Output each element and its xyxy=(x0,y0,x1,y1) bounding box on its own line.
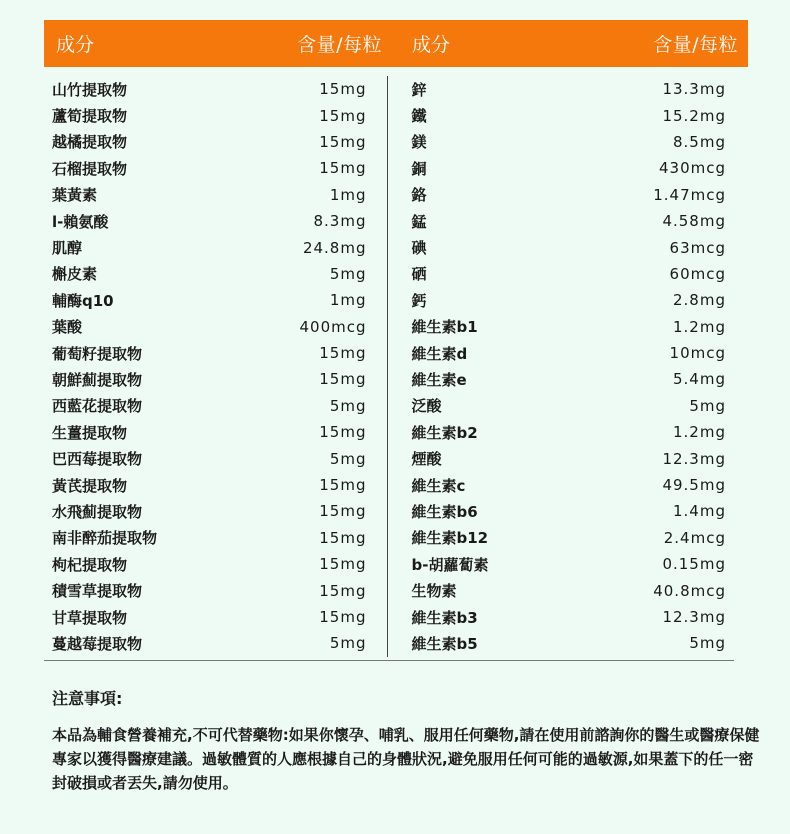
table-row xyxy=(44,551,367,577)
ingredient-amount: 15mg xyxy=(319,423,367,442)
table-row xyxy=(44,261,367,287)
table-row xyxy=(44,155,367,181)
ingredient-name: 碘 xyxy=(411,239,427,258)
ingredient-name: 鈣 xyxy=(411,291,427,310)
ingredient-amount: 12.3mg xyxy=(662,608,726,626)
ingredient-amount: 10mcg xyxy=(669,344,726,363)
left-header-name: 成分 xyxy=(56,34,95,56)
ingredient-amount: 15mg xyxy=(319,502,367,521)
ingredient-amount: 1.47mcg xyxy=(653,185,726,204)
ingredient-amount: 24.8mg xyxy=(302,238,367,257)
ingredient-name: 西藍花提取物 xyxy=(52,397,143,416)
table-row xyxy=(44,102,367,128)
ingredient-name: 蔓越莓提取物 xyxy=(52,634,143,653)
table-row xyxy=(404,340,727,366)
table-row xyxy=(44,208,367,234)
ingredient-amount: 12.3mg xyxy=(662,449,726,468)
ingredient-amount: 1.2mg xyxy=(673,423,726,442)
left-header xyxy=(44,20,400,67)
ingredient-name: 甘草提取物 xyxy=(52,608,128,627)
ingredient-name: 輔酶q10 xyxy=(52,291,114,310)
table-row xyxy=(404,208,727,234)
ingredient-name: 維生素b3 xyxy=(411,608,478,627)
ingredient-amount: 5.4mg xyxy=(673,370,726,389)
ingredient-name: 鎂 xyxy=(411,133,427,152)
ingredient-amount: 15mg xyxy=(319,370,367,389)
ingredient-name: 積雪草提取物 xyxy=(52,582,143,601)
table-row xyxy=(404,314,727,340)
table-row xyxy=(404,630,727,656)
left-column xyxy=(44,76,388,657)
table-row xyxy=(44,76,367,102)
ingredient-name: 水飛薊提取物 xyxy=(52,502,143,521)
table-row xyxy=(44,393,367,419)
ingredient-name: 泛酸 xyxy=(411,397,442,416)
ingredient-amount: 15mg xyxy=(319,528,367,547)
table-header xyxy=(44,20,748,67)
ingredient-amount: 15mg xyxy=(319,159,367,178)
table-row xyxy=(44,630,367,656)
ingredient-amount: 1mg xyxy=(329,185,367,204)
table-row xyxy=(44,366,367,392)
left-header-amount: 含量/每粒 xyxy=(297,34,382,56)
ingredient-name: 巴西莓提取物 xyxy=(52,450,143,469)
ingredient-name: 鉻 xyxy=(411,186,427,205)
ingredient-amount: 430mcg xyxy=(658,159,726,178)
ingredient-name: 煙酸 xyxy=(411,450,442,469)
ingredient-name: 維生素b1 xyxy=(411,318,478,337)
notes-text: 本品為輔食營養補充,不可代替藥物:如果你懷孕、哺乳、服用任何藥物,請在使用前諮詢你的醫生或醫療保健專家以獲得醫療建議。過敏體質的人應根據自己的身體狀況,避免服用任何可能的過敏源,如果蓋下的任一密封破損或者丟失,請勿使用。 xyxy=(52,726,760,792)
right-header-amount: 含量/每粒 xyxy=(653,34,738,56)
ingredient-amount: 0.15mg xyxy=(662,555,726,574)
ingredient-name: 維生素b2 xyxy=(411,423,478,442)
table-row xyxy=(404,498,727,524)
ingredient-name: 枸杞提取物 xyxy=(52,555,128,574)
table-body xyxy=(44,76,748,657)
table-row xyxy=(404,472,727,498)
ingredient-name: 維生素b5 xyxy=(411,634,478,653)
table-row xyxy=(44,182,367,208)
notes-title: 注意事項: xyxy=(52,689,123,708)
ingredient-name: 鋅 xyxy=(411,80,427,99)
table-row xyxy=(404,234,727,260)
ingredient-amount: 15mg xyxy=(319,581,367,600)
ingredient-name: l-賴氨酸 xyxy=(52,212,109,231)
ingredient-amount: 2.4mcg xyxy=(663,528,726,547)
ingredient-name: 槲皮素 xyxy=(52,265,98,284)
table-row xyxy=(404,287,727,313)
table-row xyxy=(44,340,367,366)
ingredient-amount: 15mg xyxy=(319,555,367,574)
table-row xyxy=(404,76,727,102)
table-row xyxy=(44,287,367,313)
ingredient-amount: 5mg xyxy=(329,449,367,468)
ingredient-name: 肌醇 xyxy=(52,239,83,258)
ingredient-amount: 15mg xyxy=(319,106,367,125)
ingredient-amount: 5mg xyxy=(329,634,367,653)
table-row xyxy=(44,498,367,524)
table-row xyxy=(404,445,727,471)
ingredient-amount: 60mcg xyxy=(669,264,726,283)
table-row xyxy=(44,234,367,260)
ingredient-amount: 15mg xyxy=(319,344,367,363)
ingredient-name: 維生素b12 xyxy=(411,529,489,548)
ingredient-amount: 1.2mg xyxy=(673,317,726,336)
table-row xyxy=(44,445,367,471)
table-row xyxy=(404,182,727,208)
ingredient-amount: 63mcg xyxy=(669,238,726,257)
ingredient-name: 維生素c xyxy=(411,476,466,495)
table-row xyxy=(44,314,367,340)
ingredient-amount: 8.5mg xyxy=(673,132,726,151)
table-row xyxy=(404,604,727,630)
ingredient-name: 銅 xyxy=(411,159,427,178)
table-row xyxy=(44,525,367,551)
ingredient-name: 維生素b6 xyxy=(411,502,478,521)
table-row xyxy=(44,419,367,445)
ingredient-amount: 5mg xyxy=(689,634,726,653)
bottom-divider xyxy=(44,660,734,661)
table-row xyxy=(44,604,367,630)
ingredient-name: 葉酸 xyxy=(52,318,83,337)
ingredient-amount: 5mg xyxy=(329,264,367,283)
ingredient-name: 維生素e xyxy=(411,370,467,389)
ingredient-name: 葡萄籽提取物 xyxy=(52,344,143,363)
ingredient-name: 黃芪提取物 xyxy=(52,476,128,495)
table-row xyxy=(44,129,367,155)
right-header xyxy=(400,20,748,67)
ingredient-amount: 15mg xyxy=(319,476,367,495)
table-row xyxy=(404,155,727,181)
ingredient-amount: 5mg xyxy=(689,396,726,415)
ingredient-name: 石榴提取物 xyxy=(52,159,128,178)
ingredient-amount: 13.3mg xyxy=(662,80,726,99)
ingredient-amount: 15mg xyxy=(319,132,367,151)
ingredient-amount: 4.58mg xyxy=(662,212,726,231)
ingredient-amount: 2.8mg xyxy=(673,291,726,310)
ingredient-amount: 15mg xyxy=(319,80,367,99)
ingredient-name: 蘆筍提取物 xyxy=(52,107,128,126)
table-row xyxy=(404,419,727,445)
ingredient-amount: 40.8mcg xyxy=(653,581,726,600)
table-row xyxy=(404,551,727,577)
table-row xyxy=(404,102,727,128)
notes-section xyxy=(52,686,762,795)
ingredient-name: 生物素 xyxy=(411,582,457,601)
ingredient-name: 南非醉茄提取物 xyxy=(52,529,158,548)
table-row xyxy=(404,577,727,603)
ingredient-amount: 8.3mg xyxy=(313,212,367,231)
ingredient-amount: 1.4mg xyxy=(673,502,726,521)
table-row xyxy=(404,525,727,551)
ingredient-amount: 15.2mg xyxy=(662,106,726,125)
table-row xyxy=(44,472,367,498)
ingredient-name: 硒 xyxy=(411,265,427,284)
ingredients-table xyxy=(44,20,748,657)
ingredient-name: 生薑提取物 xyxy=(52,423,128,442)
table-row xyxy=(404,393,727,419)
table-row xyxy=(404,261,727,287)
ingredient-name: b-胡蘿蔔素 xyxy=(411,555,489,574)
table-row xyxy=(404,366,727,392)
table-row xyxy=(404,129,727,155)
ingredient-name: 鐵 xyxy=(411,107,427,126)
table-row xyxy=(44,577,367,603)
ingredient-name: 越橘提取物 xyxy=(52,133,128,152)
ingredient-amount: 15mg xyxy=(319,608,367,626)
ingredient-name: 山竹提取物 xyxy=(52,80,128,99)
ingredient-amount: 1mg xyxy=(329,291,367,310)
ingredient-amount: 49.5mg xyxy=(662,476,726,495)
ingredient-name: 錳 xyxy=(411,212,427,231)
right-header-name: 成分 xyxy=(412,34,451,56)
ingredient-amount: 5mg xyxy=(329,396,367,415)
ingredient-amount: 400mcg xyxy=(299,317,367,336)
right-column xyxy=(388,76,749,657)
ingredient-name: 朝鮮薊提取物 xyxy=(52,370,143,389)
ingredient-name: 葉黃素 xyxy=(52,186,98,205)
ingredient-name: 維生素d xyxy=(411,344,468,363)
